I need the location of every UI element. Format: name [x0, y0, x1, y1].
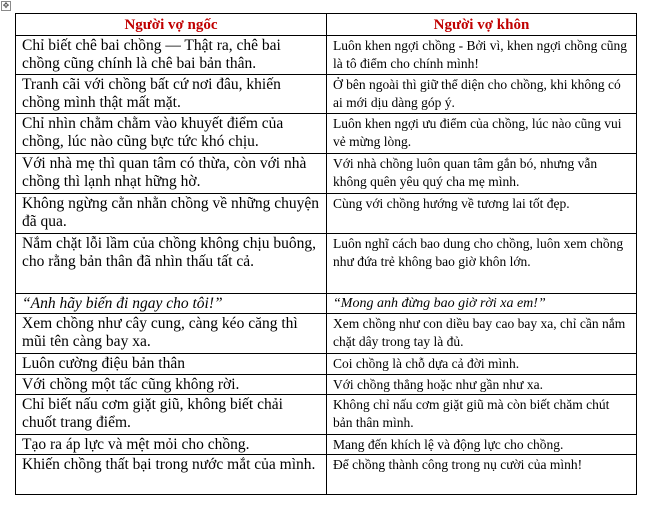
header-foolish-wife: Người vợ ngốc	[16, 14, 327, 36]
table-row	[16, 294, 637, 314]
table-row	[16, 455, 637, 495]
cell-foolish: Luôn cường điệu bản thân	[16, 354, 327, 375]
table-header-row	[16, 14, 637, 36]
table-row	[16, 395, 637, 435]
cell-wise: Xem chồng như con diều bay cao bay xa, chỉ cần nắm chặt dây trong tay là đủ.	[327, 314, 637, 354]
cell-wise: Coi chồng là chỗ dựa cả đời mình.	[327, 354, 637, 375]
comparison-table	[15, 13, 637, 495]
table-row	[16, 75, 637, 114]
cell-foolish: Không ngừng cằn nhằn chồng về những chuyện đã qua.	[16, 194, 327, 234]
cell-wise: Để chồng thành công trong nụ cười của mình!	[327, 455, 637, 495]
cell-wise: Không chỉ nấu cơm giặt giũ mà còn biết chăm chút bản thân mình.	[327, 395, 637, 435]
cell-wise: Mang đến khích lệ và động lực cho chồng.	[327, 435, 637, 455]
cell-foolish: Tạo ra áp lực và mệt mỏi cho chồng.	[16, 435, 327, 455]
cell-wise: Luôn khen ngợi chồng - Bởi vì, khen ngợi chồng cũng là tô điểm cho chính mình!	[327, 36, 637, 75]
cell-foolish: Tranh cãi với chồng bất cứ nơi đâu, khiến chồng mình thật mất mặt.	[16, 75, 327, 114]
cell-foolish: Với chồng một tấc cũng không rời.	[16, 375, 327, 395]
table-move-handle-icon[interactable]: ✥	[2, 1, 10, 10]
table-row	[16, 354, 637, 375]
table-row	[16, 194, 637, 234]
cell-foolish: Xem chồng như cây cung, càng kéo căng thì mũi tên càng bay xa.	[16, 314, 327, 354]
table-row	[16, 375, 637, 395]
cell-foolish: Chỉ biết nấu cơm giặt giũ, không biết chải chuốt trang điểm.	[16, 395, 327, 435]
header-wise-wife: Người vợ khôn	[327, 14, 637, 36]
table-row	[16, 435, 637, 455]
table-row	[16, 114, 637, 154]
cell-foolish: “Anh hãy biến đi ngay cho tôi!”	[16, 294, 327, 314]
table-row	[16, 36, 637, 75]
cell-wise: Cùng với chồng hướng về tương lai tốt đẹp.	[327, 194, 637, 234]
cell-foolish: Chỉ nhìn chằm chằm vào khuyết điểm của chồng, lúc nào cũng bực tức khó chịu.	[16, 114, 327, 154]
cell-wise: Ở bên ngoài thì giữ thể diện cho chồng, khi không có ai mới dịu dàng góp ý.	[327, 75, 637, 114]
cell-wise: Với nhà chồng luôn quan tâm gắn bó, nhưng vẫn không quên yêu quý cha mẹ mình.	[327, 154, 637, 194]
cell-wise: Luôn khen ngợi ưu điểm của chồng, lúc nào cũng vui vẻ mừng lòng.	[327, 114, 637, 154]
cell-wise: Với chồng thẳng hoặc như gần như xa.	[327, 375, 637, 395]
cell-foolish: Chỉ biết chê bai chồng — Thật ra, chê bai chồng cũng chính là chê bai bản thân.	[16, 36, 327, 75]
cell-foolish: Khiến chồng thất bại trong nước mắt của mình.	[16, 455, 327, 495]
cell-foolish: Nắm chặt lỗi lầm của chồng không chịu buông, cho rằng bản thân đã nhìn thấu tất cả.	[16, 234, 327, 294]
cell-wise: “Mong anh đừng bao giờ rời xa em!”	[327, 294, 637, 314]
table-row	[16, 234, 637, 294]
cell-wise: Luôn nghĩ cách bao dung cho chồng, luôn xem chồng như đứa trẻ không bao giờ khôn lớn.	[327, 234, 637, 294]
cell-foolish: Với nhà mẹ thì quan tâm có thừa, còn với nhà chồng thì lạnh nhạt hững hờ.	[16, 154, 327, 194]
table-row	[16, 314, 637, 354]
table-row	[16, 154, 637, 194]
